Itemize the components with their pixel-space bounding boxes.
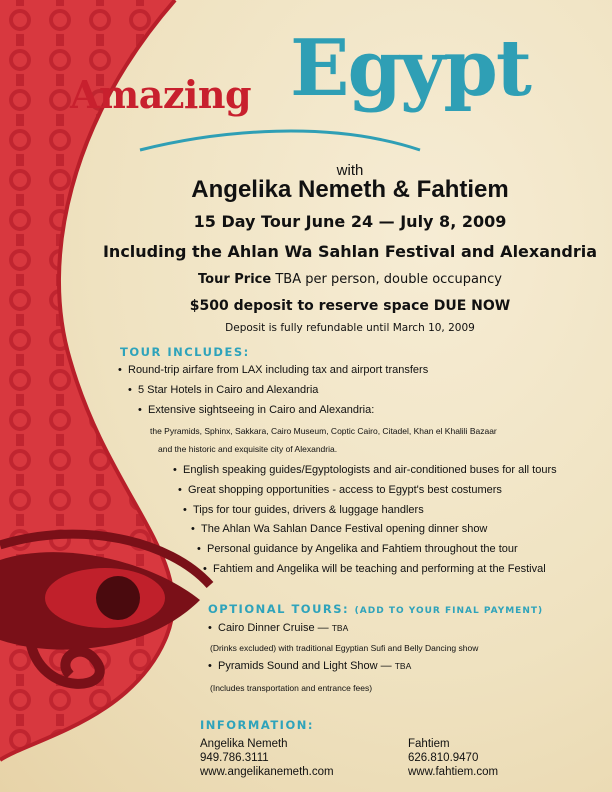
includes-heading: TOUR INCLUDES: <box>120 345 250 359</box>
list-item-detail: the Pyramids, Sphinx, Sakkara, Cairo Museum, Coptic Cairo, Citadel, Khan el Khalili Bazaar <box>150 426 497 436</box>
price-text: TBA per person, double occupancy <box>275 272 502 287</box>
refund-text: Deposit is fully refundable until March 10, 2009 <box>225 322 475 334</box>
title-amazing: Amazing <box>70 72 252 117</box>
with-text: with <box>336 162 364 179</box>
tour-price <box>80 272 612 287</box>
host-names: Angelika Nemeth & Fahtiem <box>191 176 509 203</box>
list-item: • 5 Star Hotels in Cairo and Alexandria <box>128 384 319 396</box>
list-item: • The Ahlan Wa Sahlan Dance Festival opening dinner show <box>191 523 488 535</box>
contact-phone: 626.810.9470 <box>408 752 479 764</box>
contact-angelika <box>200 737 334 779</box>
tour-dates: 15 Day Tour June 24 — July 8, 2009 <box>193 212 507 231</box>
optional-heading: OPTIONAL TOURS: (ADD TO YOUR FINAL PAYMENT) <box>208 602 544 616</box>
list-item: • Personal guidance by Angelika and Fahtiem throughout the tour <box>197 543 518 555</box>
contact-name: Angelika Nemeth <box>200 738 288 750</box>
contact-website[interactable]: www.fahtiem.com <box>408 766 499 778</box>
list-item: • English speaking guides/Egyptologists and air-conditioned buses for all tours <box>173 464 557 476</box>
list-item: • Great shopping opportunities - access to Egypt's best costumers <box>178 484 502 496</box>
list-item-detail: (Drinks excluded) with traditional Egyptian Sufi and Belly Dancing show <box>210 643 479 653</box>
deposit-text: $500 deposit to reserve space DUE NOW <box>189 298 511 314</box>
list-item-detail: and the historic and exquisite city of Alexandria. <box>158 444 338 454</box>
contact-fahtiem <box>408 737 498 779</box>
optional-note: (ADD TO YOUR FINAL PAYMENT) <box>354 606 544 616</box>
price-label: Tour Price <box>198 272 272 287</box>
contact-name: Fahtiem <box>408 738 450 750</box>
contact-website[interactable]: www.angelikanemeth.com <box>200 766 334 778</box>
list-item: • Extensive sightseeing in Cairo and Alexandria: <box>138 404 375 416</box>
list-item: • Cairo Dinner Cruise — TBA <box>208 622 349 634</box>
title-egypt: Egypt <box>290 23 530 114</box>
list-item: • Fahtiem and Angelika will be teaching and performing at the Festival <box>203 563 546 575</box>
list-item-detail: (Includes transportation and entrance fees) <box>210 683 373 693</box>
list-item: • Tips for tour guides, drivers & luggage handlers <box>183 504 424 516</box>
contact-phone: 949.786.3111 <box>200 752 269 764</box>
tour-highlight: Including the Ahlan Wa Sahlan Festival and Alexandria <box>102 242 598 261</box>
list-item: • Pyramids Sound and Light Show — TBA <box>208 660 412 672</box>
list-item: • Round-trip airfare from LAX including tax and airport transfers <box>118 364 429 376</box>
information-heading: INFORMATION: <box>200 718 314 732</box>
